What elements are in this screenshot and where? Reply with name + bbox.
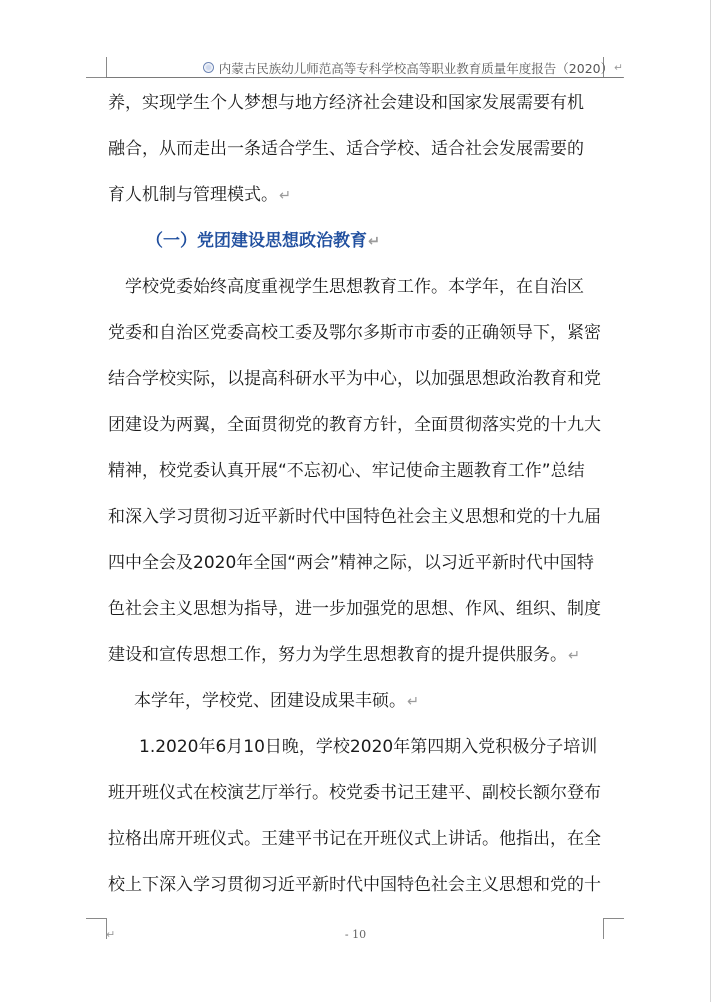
crop-mark-top-left [86,57,107,78]
section-heading: （一）党团建设思想政治教育↵ [146,231,381,251]
text-line: 精神，校党委认真开展“不忘初心、牢记使命主题教育工作”总结 [108,461,585,481]
text-line: 学校党委始终高度重视学生思想教育工作。本学年，在自治区 [125,277,584,297]
text-line: 党委和自治区党委高校工委及鄂尔多斯市市委的正确领导下，紧密 [108,323,601,343]
school-logo-icon [203,62,214,73]
header-title: 内蒙古民族幼儿师范高等专科学校高等职业教育质量年度报告（2020） [218,60,614,76]
text-line: 结合学校实际，以提高科研水平为中心，以加强思想政治教育和党 [108,369,601,389]
paragraph-mark: ↵ [368,234,381,250]
paragraph-mark: ↵ [407,694,420,710]
text-line: 色社会主义思想为指导，进一步加强党的思想、作风、组织、制度 [108,599,601,619]
page-number: - 10 [344,928,367,941]
text-line: 融合，从而走出一条适合学生、适合学校、适合社会发展需要的 [108,139,584,159]
text-line: 1.2020年6月10日晚，学校2020年第四期入党积极分子培训 [139,737,598,757]
text-line: 养，实现学生个人梦想与地方经济社会建设和国家发展需要有机 [108,93,584,113]
text-line: 和深入学习贯彻习近平新时代中国特色社会主义思想和党的十九届 [108,507,601,527]
body-text [108,80,608,908]
text-line: 本学年，学校党、团建设成果丰硕。↵ [134,691,420,711]
text-line: 建设和宣传思想工作，努力为学生思想教育的提升提供服务。↵ [108,645,581,665]
text-line: 班开班仪式在校演艺厅举行。校党委书记王建平、副校长额尔登布 [108,783,601,803]
text-line: 四中全会及2020年全国“两会”精神之际，以习近平新时代中国特 [108,553,594,573]
page-header [106,58,623,78]
paragraph-mark: ↵ [106,928,116,941]
text-line: 拉格出席开班仪式。王建平书记在开班仪式上讲话。他指出，在全 [108,829,601,849]
text-line: 校上下深入学习贯彻习近平新时代中国特色社会主义思想和党的十 [108,875,601,895]
text-line: 团建设为两翼，全面贯彻党的教育方针，全面贯彻落实党的十九大 [108,415,601,435]
text-line: 育人机制与管理模式。↵ [108,185,292,205]
paragraph-mark: ↵ [568,648,581,664]
paragraph-mark: ↵ [614,61,623,74]
paragraph-mark: ↵ [279,188,292,204]
